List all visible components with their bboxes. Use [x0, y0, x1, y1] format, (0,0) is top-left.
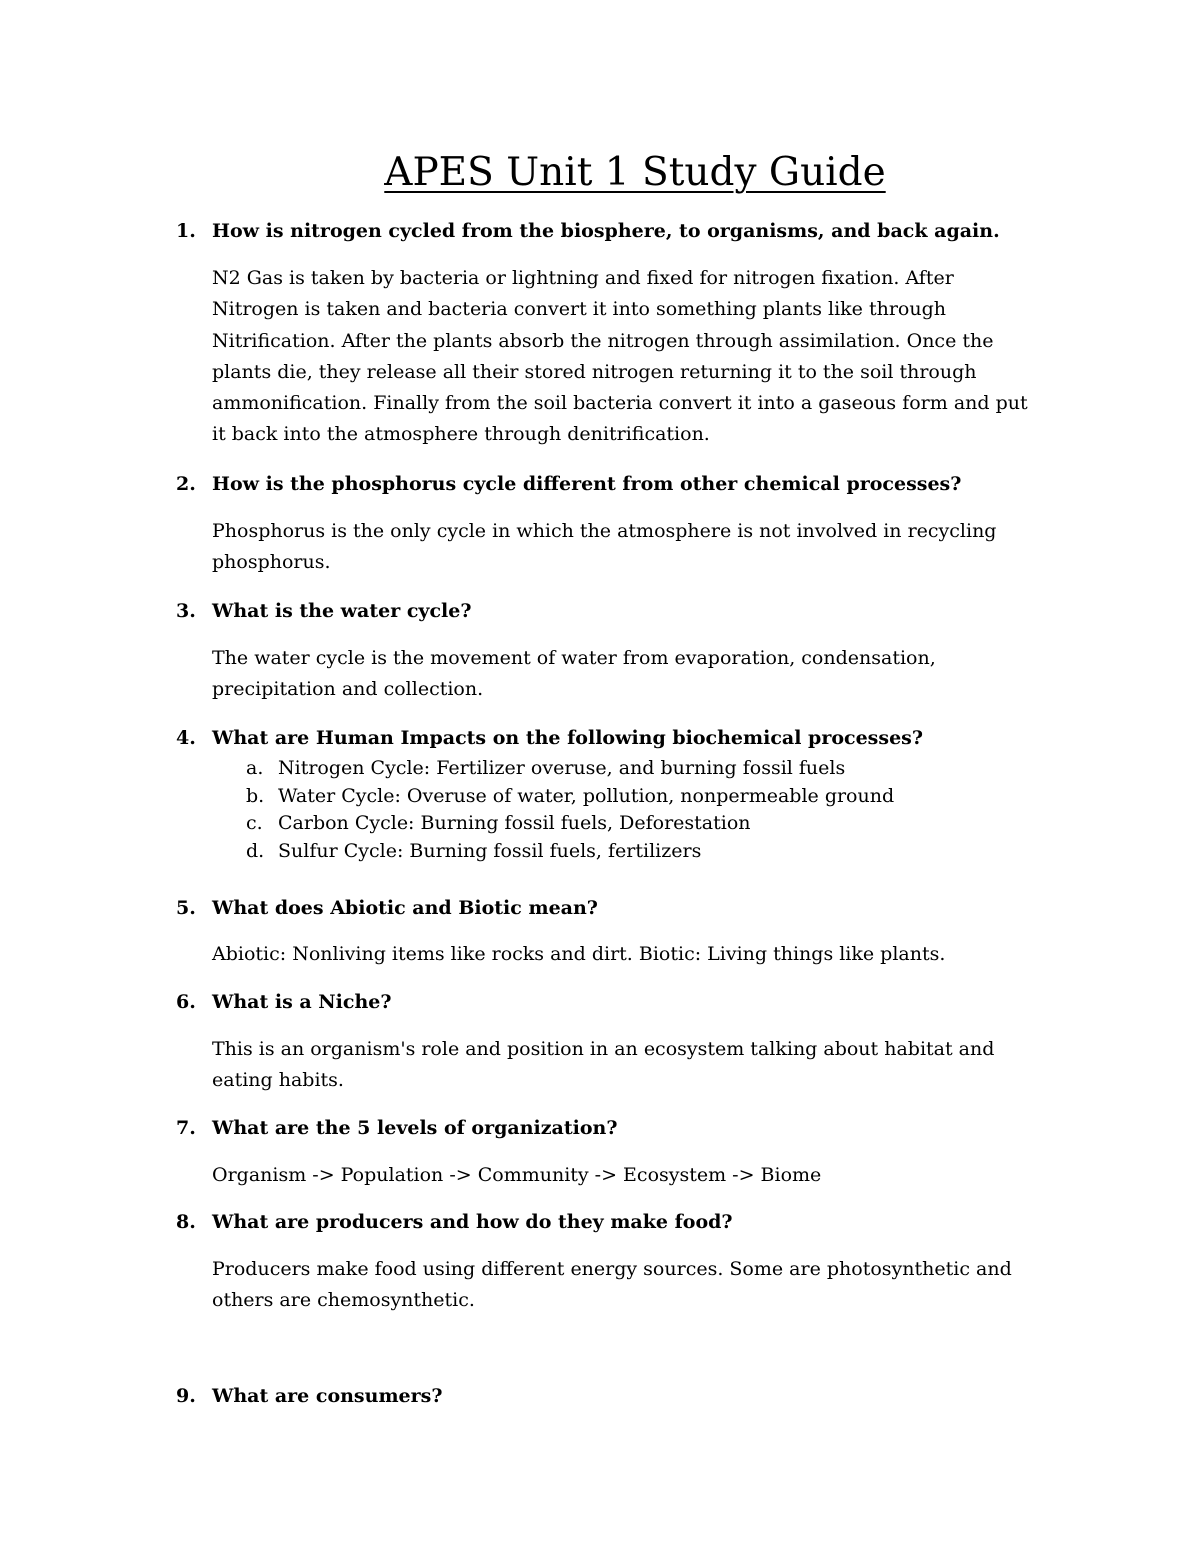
question-1	[176, 219, 1106, 243]
list-letter: b.	[246, 784, 265, 807]
question-number: 2.	[176, 473, 196, 495]
list-item-text: Water Cycle: Overuse of water, pollution, nonpermeable ground	[278, 784, 895, 807]
question-number: 5.	[176, 897, 196, 919]
answer-line: others are chemosynthetic.	[212, 1289, 475, 1312]
human-impacts-list	[212, 755, 1082, 865]
answer-1	[212, 263, 1082, 451]
answer-line: precipitation and collection.	[212, 678, 484, 701]
answer-line: phosphorus.	[212, 551, 331, 574]
answer-line: Organism -> Population -> Community -> Ecosystem -> Biome	[212, 1164, 822, 1186]
question-text: What are Human Impacts on the following biochemical processes?	[212, 727, 923, 749]
answer-line: it back into the atmosphere through denitrification.	[212, 423, 710, 446]
question-text: What are consumers?	[212, 1385, 443, 1407]
question-9	[176, 1384, 1106, 1408]
question-number: 3.	[176, 600, 196, 622]
question-7	[176, 1116, 1106, 1140]
list-letter: c.	[246, 812, 263, 834]
list-item	[212, 810, 1082, 838]
question-number: 8.	[176, 1211, 196, 1233]
question-text: What is a Niche?	[212, 991, 392, 1013]
question-2	[176, 472, 1106, 496]
answer-line: ammonification. Finally from the soil bacteria convert it into a gaseous form and put	[212, 392, 1028, 415]
answer-line: eating habits.	[212, 1069, 344, 1092]
answer-3	[212, 643, 1082, 706]
list-item	[212, 755, 1082, 783]
answer-line: Phosphorus is the only cycle in which the atmosphere is not involved in recycling	[212, 520, 997, 542]
question-8	[176, 1210, 1106, 1234]
question-number: 9.	[176, 1385, 196, 1407]
question-5	[176, 896, 1106, 920]
answer-line: This is an organism's role and position in an ecosystem talking about habitat and	[212, 1038, 995, 1060]
question-text: What are producers and how do they make food?	[212, 1211, 733, 1233]
answer-line: Producers make food using different energy sources. Some are photosynthetic and	[212, 1258, 1012, 1280]
question-text: How is the phosphorus cycle different from other chemical processes?	[212, 473, 962, 495]
answer-line: Abiotic: Nonliving items like rocks and dirt. Biotic: Living things like plants.	[212, 943, 946, 965]
list-item	[212, 783, 1082, 811]
answer-line: Nitrification. After the plants absorb the nitrogen through assimilation. Once the	[212, 329, 994, 352]
page-title: APES Unit 1 Study Guide	[384, 150, 886, 195]
answer-8	[212, 1254, 1082, 1317]
answer-line: Nitrogen is taken and bacteria convert it into something plants like through	[212, 298, 946, 321]
question-text: What are the 5 levels of organization?	[212, 1117, 618, 1139]
list-letter: d.	[246, 839, 265, 862]
question-6	[176, 990, 1106, 1014]
answer-line: The water cycle is the movement of water from evaporation, condensation,	[212, 647, 936, 669]
list-item-text: Carbon Cycle: Burning fossil fuels, Deforestation	[278, 812, 751, 834]
question-text: What does Abiotic and Biotic mean?	[212, 897, 598, 919]
answer-2	[212, 516, 1082, 579]
answer-5	[212, 939, 1082, 970]
list-item-text: Nitrogen Cycle: Fertilizer overuse, and burning fossil fuels	[278, 757, 846, 779]
question-text: What is the water cycle?	[212, 600, 472, 622]
answer-line: N2 Gas is taken by bacteria or lightning and fixed for nitrogen fixation. After	[212, 267, 954, 289]
question-text: How is nitrogen cycled from the biosphere, to organisms, and back again.	[212, 220, 1000, 242]
question-number: 4.	[176, 727, 196, 749]
question-4	[176, 726, 1106, 750]
answer-7	[212, 1160, 1082, 1191]
list-item-text: Sulfur Cycle: Burning fossil fuels, fertilizers	[278, 839, 702, 862]
answer-6	[212, 1034, 1082, 1097]
question-number: 1.	[176, 220, 196, 242]
list-item	[212, 838, 1082, 866]
list-letter: a.	[246, 757, 264, 779]
question-number: 7.	[176, 1117, 196, 1139]
answer-line: plants die, they release all their stored nitrogen returning it to the soil through	[212, 360, 977, 383]
question-3	[176, 599, 1106, 623]
question-number: 6.	[176, 991, 196, 1013]
